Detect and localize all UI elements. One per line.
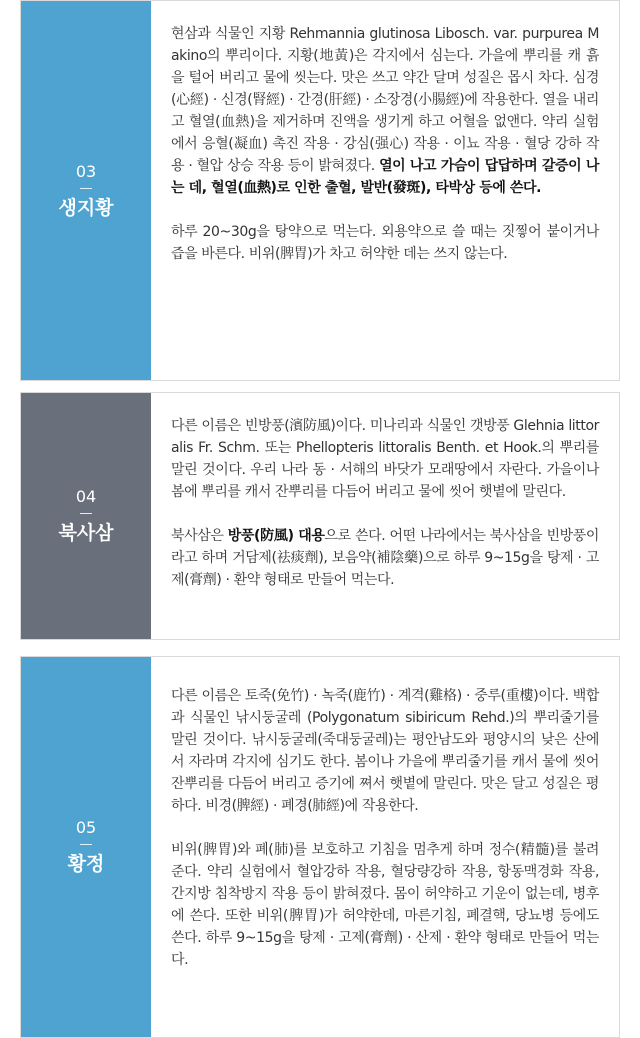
usage-text-start: 북사삼은 — [171, 528, 228, 544]
effects-paragraph: 비위(脾胃)와 폐(肺)를 보호하고 기침을 멈추게 하며 정수(精髓)를 불려준다. 약리 실험에서 혈압강하 작용, 혈당량강하 작용, 항동맥경화 작용, 간지방 침착방지 작용 등이 밝혀졌다. 몸이 허약하고 기운이 없는데, 병후에 쓴다. 또한 비위(脾胃)가 허약한데, 마른기침, 폐결핵, 당뇨병 등에도 쓴다. 하루 9~15g을 탕제 · 고제(膏劑) · 산제 · 환약 형태로 만들어 먹는다. — [171, 842, 599, 968]
herb-entry-saengjihwang — [20, 0, 620, 381]
description-text: 현삼과 식물인 지황 Rehmannia glutinosa Libosch. var. purpurea Makino의 뿌리이다. 지황(地黃)은 각지에서 심는다. 가을에 뿌리를 캐 흙을 털어 버리고 물에 씻는다. 맛은 쓰고 약간 달며 성질은 몹시 차다. 심경(心經) · 신경(腎經) · 간경(肝經) · 소장경(小腸經)에 작용한다. 열을 내리고 혈열(血熱)을 제거하며 진액을 생기게 하고 어혈을 없앤다. 약리 실험에서 응혈(凝血) 촉진 작용 · 강심(强心) 작용 · 이뇨 작용 · 혈당 강하 작용 · 혈압 상승 작용 등이 밝혀졌다. — [171, 26, 599, 174]
indication-highlight: 열이 나고 가슴이 답답하며 갈증이 나는 데, 혈열(血熱)로 인한 출혈, 발반(發斑), 타박상 등에 쓴다. — [171, 158, 599, 196]
description-paragraph: 다른 이름은 빈방풍(濱防風)이다. 미나리과 식물인 갯방풍 Glehnia littoralis Fr. Schm. 또는 Phellopteris littoralis Benth. et Hook.의 뿌리를 말린 것이다. 우리 나라 동 · 서해의 바닷가 모래땅에서 자란다. 가을이나 봄에 뿌리를 캐서 잔뿌리를 다듬어 버리고 물에 씻어 햇볕에 말린다. — [171, 418, 599, 500]
herb-entry-hwangjeong — [20, 656, 620, 1038]
entry-title: 황정 — [67, 853, 105, 875]
usage-text-end: 으로 쓴다. 어떤 나라에서는 북사삼을 빈방풍이라고 하며 거담제(祛痰劑), 보음약(補陰藥)으로 하루 9~15g을 탕제 · 고제(膏劑) · 환약 형태로 만들어 먹는다. — [171, 528, 600, 588]
entry-title: 생지황 — [58, 196, 114, 219]
entry-body — [151, 393, 619, 639]
entry-number: 03 — [75, 161, 97, 181]
description-paragraph: 다른 이름은 토죽(免竹) · 녹죽(鹿竹) · 계격(雞格) · 중루(重樓)이다. 백합과 식물인 낚시둥굴레 (Polygonatum sibiricum Rehd.)의 뿌리줄기를 말린 것이다. 낚시둥굴레(죽대둥굴레)는 평안남도와 평양시의 낮은 산에서 자라며 각지에 심기도 한다. 봄이나 가을에 뿌리줄기를 캐서 물에 씻어 잔뿌리를 다듬어 버리고 증기에 쪄서 햇볕에 말린다. 맛은 달고 성질은 평하다. 비경(脾經) · 폐경(肺經)에 작용한다. — [171, 688, 599, 814]
description-paragraph — [171, 23, 599, 199]
entry-sidebar — [21, 657, 151, 1037]
entry-body — [151, 1, 619, 380]
entry-sidebar — [21, 393, 151, 639]
entry-title: 북사삼 — [58, 522, 114, 544]
entry-body — [151, 657, 619, 1037]
entry-number: 04 — [75, 487, 97, 506]
entry-sidebar — [21, 1, 151, 380]
number-divider — [80, 513, 92, 514]
entry-number: 05 — [75, 818, 97, 837]
usage-highlight: 방풍(防風) 대용 — [227, 528, 325, 544]
number-divider — [80, 188, 92, 189]
usage-paragraph — [171, 525, 599, 591]
number-divider — [80, 844, 92, 845]
dosage-paragraph: 하루 20~30g을 탕약으로 먹는다. 외용약으로 쓸 때는 짓찧어 붙이거나 즙을 바른다. 비위(脾胃)가 차고 허약한 데는 쓰지 않는다. — [171, 224, 599, 262]
herb-entry-buksasam — [20, 392, 620, 640]
